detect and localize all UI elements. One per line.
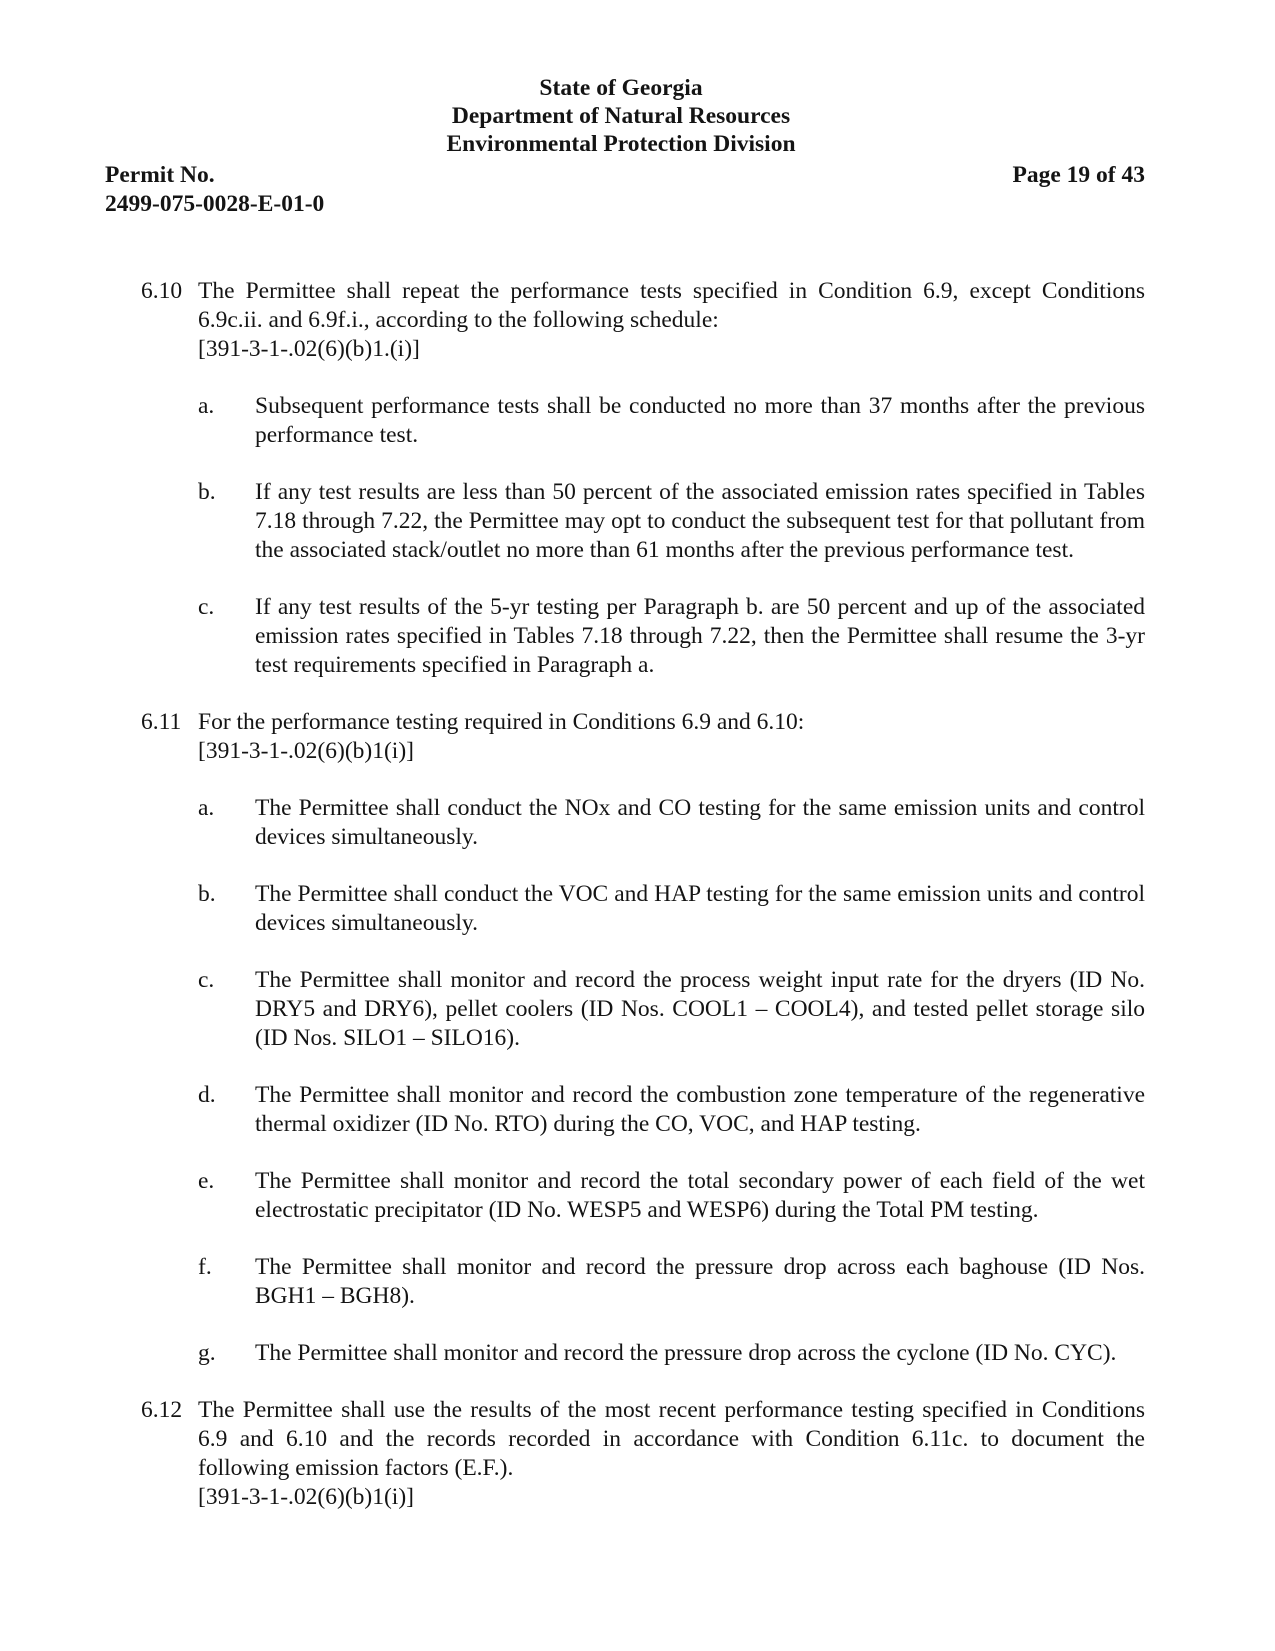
list-item	[198, 794, 1145, 852]
document-body	[141, 277, 1145, 1512]
item-text: The Permittee shall monitor and record the combustion zone temperature of the regenerative thermal oxidizer (ID No. RTO) during the CO, VOC, and HAP testing.	[255, 1082, 1145, 1137]
condition-6-10	[141, 277, 1145, 680]
condition-text: The Permittee shall repeat the performance tests specified in Condition 6.9, except Conditions 6.9c.ii. and 6.9f.i., according to the following schedule:	[198, 278, 1145, 333]
page-number: Page 19 of 43	[1012, 162, 1145, 188]
item-text: The Permittee shall monitor and record the pressure drop across the cyclone (ID No. CYC).	[255, 1340, 1117, 1366]
condition-text: The Permittee shall use the results of the most recent performance testing specified in Conditions 6.9 and 6.10 and the records recorded in accordance with Condition 6.11c. to document the following emission factors (E.F.).	[198, 1397, 1145, 1481]
list-item	[198, 593, 1145, 680]
item-letter: g.	[198, 1340, 216, 1366]
condition-citation: [391-3-1-.02(6)(b)1(i)]	[198, 1484, 414, 1510]
item-text: If any test results are less than 50 percent of the associated emission rates specified in Tables 7.18 through 7.22, the Permittee may opt to conduct the subsequent test for that pollutant from the associated stack/outlet no more than 61 months after the previous performance test.	[255, 479, 1145, 563]
header-department: Department of Natural Resources	[451, 103, 791, 129]
condition-citation: [391-3-1-.02(6)(b)1(i)]	[198, 738, 414, 764]
list-item	[198, 478, 1145, 565]
list-item	[198, 966, 1145, 1053]
header-division: Environmental Protection Division	[446, 131, 796, 157]
list-item	[198, 1081, 1145, 1139]
item-letter: b.	[198, 881, 216, 907]
item-letter: e.	[198, 1168, 215, 1194]
item-text: The Permittee shall monitor and record the process weight input rate for the dryers (ID No. DRY5 and DRY6), pellet coolers (ID Nos. COOL1 – COOL4), and tested pellet storage silo (ID Nos. SILO1 – SILO16).	[255, 967, 1145, 1051]
item-text: The Permittee shall monitor and record the total secondary power of each field of the wet electrostatic precipitator (ID No. WESP5 and WESP6) during the Total PM testing.	[255, 1168, 1145, 1223]
item-text: The Permittee shall monitor and record the pressure drop across each baghouse (ID Nos. BGH1 – BGH8).	[255, 1254, 1145, 1309]
header-state: State of Georgia	[539, 75, 703, 101]
permit-number: 2499-075-0028-E-01-0	[105, 191, 325, 217]
condition-items	[198, 794, 1145, 1368]
condition-number: 6.12	[141, 1397, 183, 1423]
condition-citation: [391-3-1-.02(6)(b)1.(i)]	[198, 336, 420, 362]
item-letter: f.	[198, 1254, 212, 1280]
permit-block	[105, 161, 324, 219]
item-letter: c.	[198, 594, 215, 620]
condition-6-12	[141, 1396, 1145, 1512]
list-item	[198, 1167, 1145, 1225]
list-item	[198, 880, 1145, 938]
condition-number: 6.11	[141, 709, 182, 735]
item-letter: a.	[198, 795, 215, 821]
item-text: If any test results of the 5-yr testing per Paragraph b. are 50 percent and up of the associated emission rates specified in Tables 7.18 through 7.22, then the Permittee shall resume the 3-yr test requirements specified in Paragraph a.	[255, 594, 1145, 678]
item-text: Subsequent performance tests shall be conducted no more than 37 months after the previous performance test.	[255, 393, 1145, 448]
condition-6-11	[141, 708, 1145, 1368]
condition-items	[198, 392, 1145, 680]
item-text: The Permittee shall conduct the NOx and CO testing for the same emission units and control devices simultaneously.	[255, 795, 1145, 850]
item-letter: a.	[198, 393, 215, 419]
item-letter: c.	[198, 967, 215, 993]
list-item	[198, 1339, 1145, 1368]
list-item	[198, 1253, 1145, 1311]
permit-label: Permit No.	[105, 162, 215, 188]
item-text: The Permittee shall conduct the VOC and HAP testing for the same emission units and control devices simultaneously.	[255, 881, 1145, 936]
agency-header	[0, 74, 1242, 158]
condition-text: For the performance testing required in Conditions 6.9 and 6.10:	[198, 709, 805, 735]
list-item	[198, 392, 1145, 450]
item-letter: b.	[198, 479, 216, 505]
item-letter: d.	[198, 1082, 216, 1108]
condition-number: 6.10	[141, 278, 183, 304]
